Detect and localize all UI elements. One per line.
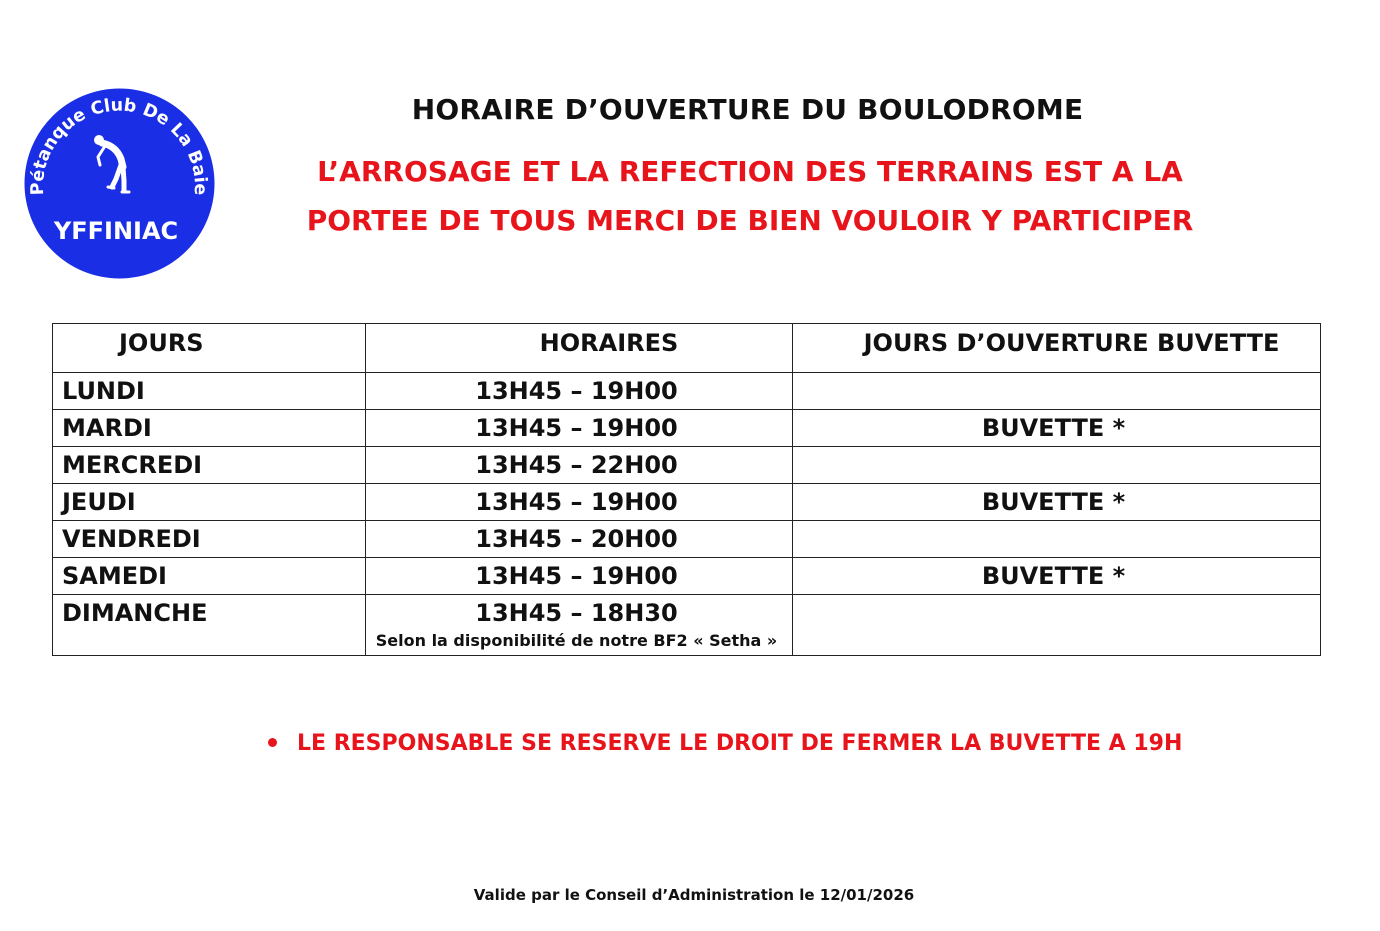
hours-value: 13H45 – 18H30	[475, 599, 678, 627]
day-cell: DIMANCHE	[53, 595, 366, 656]
bullet-icon	[268, 738, 277, 747]
buvette-cell	[793, 410, 1321, 447]
hours-cell: 13H45 – 19H00	[366, 484, 793, 521]
hours-cell: 13H45 – 22H00	[366, 447, 793, 484]
day-cell: MARDI	[53, 410, 366, 447]
table-header-row	[53, 324, 1321, 373]
buvette-cell	[793, 558, 1321, 595]
warning-text: LE RESPONSABLE SE RESERVE LE DROIT DE FERMER LA BUVETTE A 19H	[297, 731, 1183, 756]
day-cell: MERCREDI	[53, 447, 366, 484]
schedule-table	[52, 323, 1321, 656]
validation-footer: Valide par le Conseil d’Administration le 12/01/2026	[473, 886, 915, 904]
table-row	[53, 410, 1321, 447]
header-buvette: JOURS D’OUVERTURE BUVETTE	[793, 324, 1321, 373]
buvette-cell	[793, 484, 1321, 521]
subtitle-line-1: L’ARROSAGE ET LA REFECTION DES TERRAINS EST A LA	[317, 155, 1183, 188]
availability-note: Selon la disponibilité de notre BF2 « Setha »	[375, 631, 778, 650]
table-row	[53, 558, 1321, 595]
logo-arc-text: Pétanque Club De La Baie	[27, 95, 211, 196]
day-cell: SAMEDI	[53, 558, 366, 595]
table-row	[53, 484, 1321, 521]
table-row	[53, 447, 1321, 484]
buvette-warning	[268, 731, 1182, 756]
table-row	[53, 595, 1321, 656]
buvette-label: BUVETTE *	[981, 488, 1126, 516]
logo-circle	[25, 89, 215, 279]
club-logo	[22, 87, 217, 280]
header-days: JOURS	[53, 324, 366, 373]
day-cell: VENDREDI	[53, 521, 366, 558]
subtitle-line-2: PORTEE DE TOUS MERCI DE BIEN VOULOIR Y PARTICIPER	[306, 204, 1194, 237]
hours-cell: 13H45 – 19H00	[366, 410, 793, 447]
buvette-cell	[793, 521, 1321, 558]
table-row	[53, 521, 1321, 558]
buvette-label: BUVETTE *	[981, 414, 1126, 442]
day-cell: JEUDI	[53, 484, 366, 521]
buvette-cell	[793, 447, 1321, 484]
hours-cell: 13H45 – 20H00	[366, 521, 793, 558]
buvette-cell	[793, 595, 1321, 656]
page-title: HORAIRE D’OUVERTURE DU BOULODROME	[411, 93, 1084, 126]
header-hours: HORAIRES	[366, 324, 793, 373]
hours-cell	[366, 595, 793, 656]
hours-cell: 13H45 – 19H00	[366, 558, 793, 595]
table-row	[53, 373, 1321, 410]
day-cell: LUNDI	[53, 373, 366, 410]
buvette-label: BUVETTE *	[981, 562, 1126, 590]
buvette-cell	[793, 373, 1321, 410]
logo-name: YFFINIAC	[53, 217, 179, 245]
hours-cell: 13H45 – 19H00	[366, 373, 793, 410]
